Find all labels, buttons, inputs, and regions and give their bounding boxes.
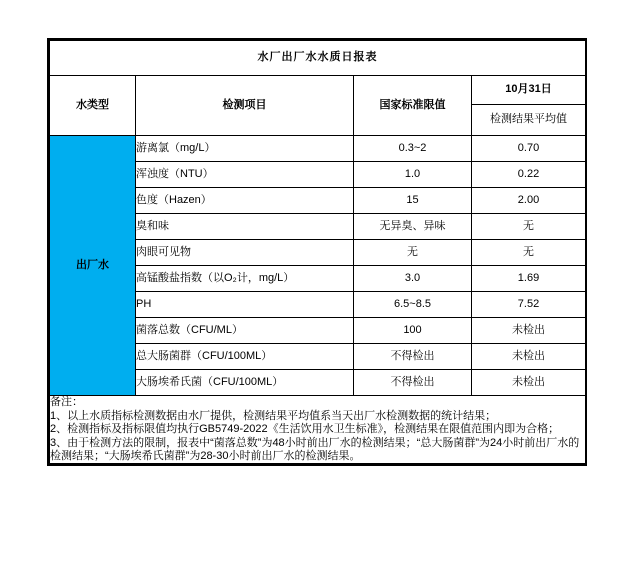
national-limit-value: 6.5~8.5 — [354, 292, 472, 318]
test-item-name: PH — [136, 292, 354, 318]
note-line: 3、由于检测方法的限制，报表中“菌落总数”为48小时前出厂水的检测结果；“总大肠菌群”为24小时前出厂水的检测结果；“大肠埃希氏菌群”为28-30小时前出厂水的检测结果。 — [50, 436, 580, 462]
result-value: 未检出 — [472, 318, 586, 344]
test-item-name: 菌落总数（CFU/ML） — [136, 318, 354, 344]
test-item-name: 游离氯（mg/L） — [136, 136, 354, 162]
result-value: 0.22 — [472, 162, 586, 188]
test-item-name: 总大肠菌群（CFU/100ML） — [136, 344, 354, 370]
national-limit-value: 0.3~2 — [354, 136, 472, 162]
column-header-test-item: 检测项目 — [136, 76, 354, 136]
result-value: 1.69 — [472, 266, 586, 292]
water-type-cell: 出厂水 — [50, 136, 136, 396]
column-header-result-average: 检测结果平均值 — [472, 105, 586, 136]
test-item-name: 高锰酸盐指数（以O₂计，mg/L） — [136, 266, 354, 292]
table-row — [50, 136, 586, 162]
report-date: 10月31日 — [472, 76, 586, 105]
result-value: 未检出 — [472, 370, 586, 396]
result-value: 无 — [472, 214, 586, 240]
test-item-name: 大肠埃希氏菌（CFU/100ML） — [136, 370, 354, 396]
national-limit-value: 无异臭、异味 — [354, 214, 472, 240]
test-item-name: 臭和味 — [136, 214, 354, 240]
national-limit-value: 不得检出 — [354, 370, 472, 396]
result-value: 7.52 — [472, 292, 586, 318]
national-limit-value: 无 — [354, 240, 472, 266]
test-item-name: 肉眼可见物 — [136, 240, 354, 266]
note-line: 1、以上水质指标检测数据由水厂提供，检测结果平均值系当天出厂水检测数据的统计结果； — [50, 410, 497, 423]
note-line: 2、检测指标及指标限值均执行GB5749-2022《生活饮用水卫生标准》，检测结果在限值范围内即为合格； — [50, 423, 560, 436]
water-quality-report — [47, 38, 587, 466]
notes-title: 备注： — [50, 396, 83, 408]
column-header-water-type: 水类型 — [50, 76, 136, 136]
report-title: 水厂出厂水水质日报表 — [50, 41, 586, 76]
result-value: 2.00 — [472, 188, 586, 214]
national-limit-value: 15 — [354, 188, 472, 214]
column-header-national-limit: 国家标准限值 — [354, 76, 472, 136]
test-item-name: 色度（Hazen） — [136, 188, 354, 214]
national-limit-value: 3.0 — [354, 266, 472, 292]
result-value: 无 — [472, 240, 586, 266]
result-value: 未检出 — [472, 344, 586, 370]
test-item-name: 浑浊度（NTU） — [136, 162, 354, 188]
national-limit-value: 1.0 — [354, 162, 472, 188]
national-limit-value: 不得检出 — [354, 344, 472, 370]
report-table — [49, 40, 586, 464]
table-header-row — [50, 76, 586, 105]
notes-block — [50, 396, 586, 464]
national-limit-value: 100 — [354, 318, 472, 344]
table-title-row — [50, 41, 586, 76]
result-value: 0.70 — [472, 136, 586, 162]
notes-row — [50, 396, 586, 464]
